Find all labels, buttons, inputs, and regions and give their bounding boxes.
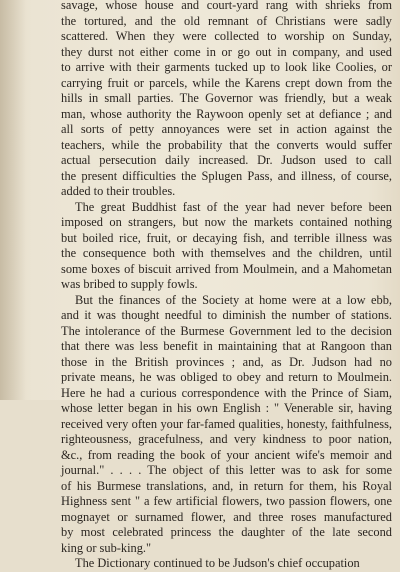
text-line: those in the British provinces ; and, as Dr. Judson had no (61, 354, 392, 369)
text-line: But the finances of the Society at home were at a low ebb, (75, 292, 392, 307)
text-line: teachers, while the probability that the converts would suffer (61, 137, 392, 152)
text-line: imposed on strangers, but now the markets contained nothing (61, 215, 392, 229)
text-line: The intolerance of the Burmese Government led to the decision (61, 323, 392, 338)
text-line: of his Burmese translations, and, in return for them, his Royal (61, 478, 392, 493)
text-line: the consequence both with themselves and the children, until (61, 246, 392, 260)
text-line: to arrive with their garments tucked up to look like Coolies, or (61, 60, 392, 74)
page-gutter-shadow (0, 0, 26, 400)
text-line: added to their troubles. (61, 184, 176, 198)
text-line: savage, whose house and court-yard rang with shrieks from (61, 0, 392, 12)
text-line: &c., from reading the book of your ancient wife's memoir and (61, 447, 392, 462)
text-line: they durst not either come in or go out in company, and used (61, 44, 392, 59)
text-line: mognayet or surnamed flower, and three roses manufactured (61, 509, 392, 524)
text-line: the present difficulties the Splugen Pass, and illness, of course, (61, 168, 392, 183)
text-line: man, whose authority the Raywoon openly set at defiance ; and (61, 106, 392, 121)
text-line: carrying fruit or parcels, while the Karens crept down from the (61, 75, 392, 90)
text-line: king or sub-king." (61, 540, 152, 555)
text-line: some boxes of biscuit arrived from Moulmein, and a Mahometan (61, 261, 392, 276)
text-line: received very often your far-famed qualities, honesty, faithfulness, (61, 416, 392, 431)
text-line: by most celebrated princess the daughter of the late second (61, 525, 392, 539)
text-line: but boiled rice, fruit, or decaying fish, and terrible illness was (61, 230, 392, 245)
paragraph (61, 293, 392, 557)
page-body-text (61, 0, 392, 572)
text-line: the tortured, and the old remnant of Christians were sadly (61, 13, 392, 28)
text-line: that there was less benefit in maintaining that at Rangoon than (61, 339, 392, 353)
text-line: Highness sent " a few artificial flowers, two passion flowers, one (61, 494, 392, 508)
text-line: The Dictionary continued to be Judson's chief occupation (75, 556, 360, 570)
text-line: private means, he was obliged to obey and return to Moulmein. (61, 370, 392, 384)
text-line: was bribed to supply fowls. (61, 277, 198, 291)
text-line: Here he had a curious correspondence with the Prince of Siam, (61, 385, 392, 400)
paragraph (61, 200, 392, 293)
text-line: actual persecution daily increased. Dr. Judson used to call (61, 153, 392, 167)
text-line: and it was thought needful to diminish the number of stations. (61, 308, 392, 322)
text-line: whose letter began in his own English : " Venerable sir, having (61, 401, 392, 415)
text-line: hills in small parties. The Governor was friendly, but a weak (61, 91, 392, 105)
text-line: journal." . . . . The object of this letter was to ask for some (61, 463, 392, 477)
paragraph (61, 0, 392, 200)
text-line: The great Buddhist fast of the year had never before been (75, 199, 392, 214)
paragraph (61, 556, 392, 572)
text-line: righteousness, gracefulness, and very kindness to poor nation, (61, 432, 392, 446)
text-line: scattered. When they were collected to worship on Sunday, (61, 29, 392, 43)
text-line: all sorts of petty annoyances were set in action against the (61, 122, 392, 136)
